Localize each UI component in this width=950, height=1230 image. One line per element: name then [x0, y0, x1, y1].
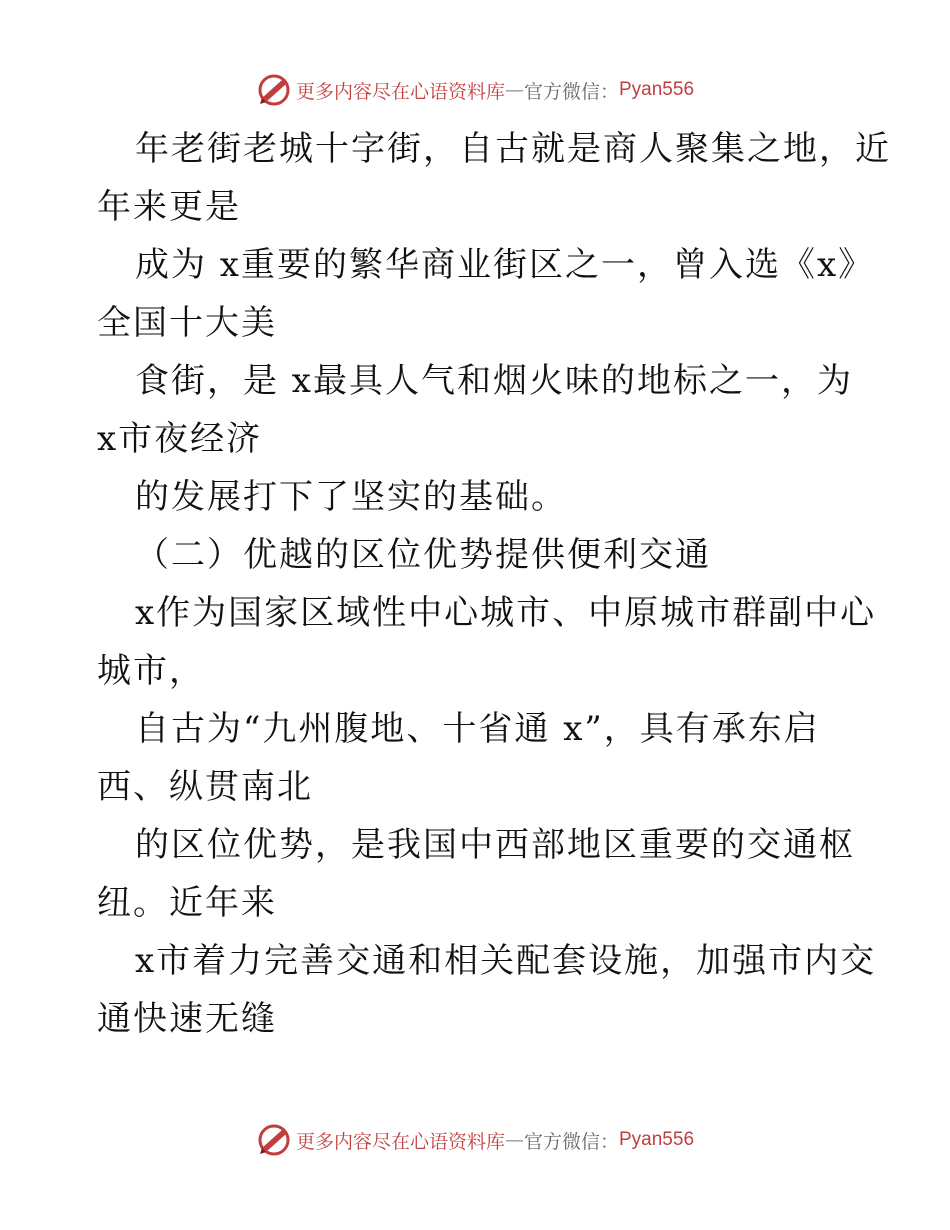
- header-wechat-handle: Pyan556: [619, 79, 695, 100]
- body-line: x市着力完善交通和相关配套设施，加强市内交: [135, 941, 877, 981]
- pen-logo-icon: [256, 72, 292, 108]
- body-line: 纽。近年来: [97, 883, 277, 923]
- body-line: 年老街老城十字街，自古就是商人聚集之地，近: [135, 129, 891, 169]
- body-line: 西、纵贯南北: [97, 767, 313, 807]
- footer-separator: —: [504, 1129, 524, 1151]
- body-line: 的区位优势，是我国中西部地区重要的交通枢: [135, 825, 855, 865]
- body-line: 的发展打下了坚实的基础。: [135, 477, 567, 517]
- body-line: 食街，是 x最具人气和烟火味的地标之一，为: [135, 361, 853, 401]
- body-line: x市夜经济: [97, 419, 263, 459]
- header-watermark: [0, 70, 950, 110]
- section-heading: （二）优越的区位优势提供便利交通: [135, 535, 711, 575]
- footer-official-label: 官方微信：: [523, 1130, 619, 1153]
- body-line: 年来更是: [97, 187, 241, 227]
- body-line: 城市，: [97, 651, 205, 691]
- header-official-label: 官方微信：: [523, 80, 619, 103]
- footer-wechat-handle: Pyan556: [619, 1129, 695, 1150]
- body-line: 全国十大美: [97, 303, 277, 343]
- body-line: 自古为“九州腹地、十省通 x”，具有承东启: [135, 709, 820, 749]
- footer-brand-text: 更多内容尽在心语资料库: [295, 1130, 505, 1153]
- header-separator: —: [504, 79, 524, 101]
- footer-watermark: [0, 1120, 950, 1160]
- header-brand-text: 更多内容尽在心语资料库: [295, 80, 505, 103]
- body-line: x作为国家区域性中心城市、中原城市群副中心: [135, 593, 877, 633]
- body-line: 成为 x重要的繁华商业街区之一，曾入选《x》: [135, 245, 875, 285]
- pen-logo-icon: [256, 1122, 292, 1158]
- body-line: 通快速无缝: [97, 999, 277, 1039]
